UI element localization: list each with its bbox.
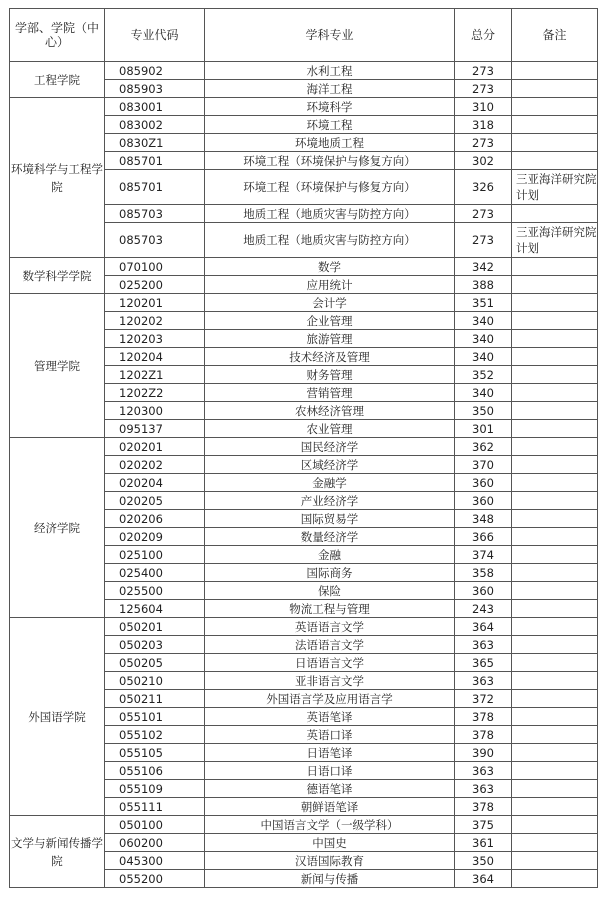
note-cell — [512, 510, 598, 528]
table-row — [10, 98, 598, 116]
code-cell: 055109 — [105, 780, 205, 798]
note-cell — [512, 672, 598, 690]
code-cell: 050210 — [105, 672, 205, 690]
header-code: 专业代码 — [105, 9, 205, 62]
note-cell — [512, 834, 598, 852]
major-cell: 国际贸易学 — [205, 510, 455, 528]
major-cell: 亚非语言文学 — [205, 672, 455, 690]
score-cell: 365 — [455, 654, 512, 672]
major-cell: 日语语言文学 — [205, 654, 455, 672]
major-cell: 产业经济学 — [205, 492, 455, 510]
note-cell — [512, 420, 598, 438]
dept-cell: 管理学院 — [10, 294, 105, 438]
major-cell: 企业管理 — [205, 312, 455, 330]
note-cell — [512, 546, 598, 564]
code-cell: 025500 — [105, 582, 205, 600]
note-cell — [512, 348, 598, 366]
note-cell — [512, 816, 598, 834]
note-cell — [512, 134, 598, 152]
table-body — [10, 62, 598, 888]
major-cell: 金融学 — [205, 474, 455, 492]
note-cell — [512, 294, 598, 312]
major-cell: 保险 — [205, 582, 455, 600]
code-cell: 120203 — [105, 330, 205, 348]
major-cell: 法语语言文学 — [205, 636, 455, 654]
score-cell: 360 — [455, 474, 512, 492]
dept-cell: 环境科学与工程学院 — [10, 98, 105, 258]
code-cell: 095137 — [105, 420, 205, 438]
code-cell: 055111 — [105, 798, 205, 816]
score-cell: 358 — [455, 564, 512, 582]
note-cell — [512, 152, 598, 170]
major-cell: 环境工程 — [205, 116, 455, 134]
major-cell: 海洋工程 — [205, 80, 455, 98]
code-cell: 085903 — [105, 80, 205, 98]
score-cell: 273 — [455, 62, 512, 80]
score-cell: 363 — [455, 636, 512, 654]
note-cell — [512, 852, 598, 870]
code-cell: 055106 — [105, 762, 205, 780]
score-cell: 364 — [455, 870, 512, 888]
code-cell: 025200 — [105, 276, 205, 294]
note-cell — [512, 744, 598, 762]
note-cell — [512, 582, 598, 600]
code-cell: 085701 — [105, 170, 205, 205]
major-cell: 英语笔译 — [205, 708, 455, 726]
code-cell: 085703 — [105, 205, 205, 223]
major-cell: 环境工程（环境保护与修复方向） — [205, 152, 455, 170]
note-cell — [512, 654, 598, 672]
note-cell — [512, 474, 598, 492]
major-cell: 应用统计 — [205, 276, 455, 294]
score-cell: 374 — [455, 546, 512, 564]
note-cell — [512, 80, 598, 98]
code-cell: 055101 — [105, 708, 205, 726]
table-row — [10, 816, 598, 834]
score-cell: 360 — [455, 492, 512, 510]
major-cell: 区域经济学 — [205, 456, 455, 474]
dept-cell: 工程学院 — [10, 62, 105, 98]
score-cell: 362 — [455, 438, 512, 456]
code-cell: 085902 — [105, 62, 205, 80]
major-cell: 环境地质工程 — [205, 134, 455, 152]
major-cell: 数学 — [205, 258, 455, 276]
note-cell — [512, 726, 598, 744]
note-cell — [512, 98, 598, 116]
note-cell: 三亚海洋研究院计划 — [512, 223, 598, 258]
note-cell — [512, 708, 598, 726]
note-cell — [512, 312, 598, 330]
score-cell: 388 — [455, 276, 512, 294]
score-cell: 370 — [455, 456, 512, 474]
note-cell — [512, 798, 598, 816]
note-cell — [512, 780, 598, 798]
major-cell: 金融 — [205, 546, 455, 564]
score-cell: 340 — [455, 330, 512, 348]
note-cell: 三亚海洋研究院计划 — [512, 170, 598, 205]
major-cell: 旅游管理 — [205, 330, 455, 348]
table-row — [10, 294, 598, 312]
major-cell: 德语笔译 — [205, 780, 455, 798]
score-cell: 360 — [455, 582, 512, 600]
score-cell: 273 — [455, 205, 512, 223]
table-row — [10, 438, 598, 456]
code-cell: 120300 — [105, 402, 205, 420]
code-cell: 1202Z1 — [105, 366, 205, 384]
note-cell — [512, 62, 598, 80]
score-table-container — [9, 8, 598, 888]
note-cell — [512, 330, 598, 348]
score-cell: 243 — [455, 600, 512, 618]
score-cell: 318 — [455, 116, 512, 134]
dept-cell: 数学科学学院 — [10, 258, 105, 294]
code-cell: 0830Z1 — [105, 134, 205, 152]
table-row — [10, 618, 598, 636]
header-dept: 学部、学院（中心） — [10, 9, 105, 62]
dept-cell: 经济学院 — [10, 438, 105, 618]
score-cell: 273 — [455, 80, 512, 98]
note-cell — [512, 690, 598, 708]
note-cell — [512, 528, 598, 546]
note-cell — [512, 276, 598, 294]
major-cell: 日语笔译 — [205, 744, 455, 762]
major-cell: 外国语言学及应用语言学 — [205, 690, 455, 708]
note-cell — [512, 438, 598, 456]
dept-cell: 外国语学院 — [10, 618, 105, 816]
score-cell: 366 — [455, 528, 512, 546]
code-cell: 120202 — [105, 312, 205, 330]
code-cell: 025400 — [105, 564, 205, 582]
code-cell: 055102 — [105, 726, 205, 744]
code-cell: 050205 — [105, 654, 205, 672]
code-cell: 050100 — [105, 816, 205, 834]
major-cell: 地质工程（地质灾害与防控方向） — [205, 205, 455, 223]
score-cell: 302 — [455, 152, 512, 170]
score-cell: 350 — [455, 402, 512, 420]
major-cell: 物流工程与管理 — [205, 600, 455, 618]
score-cell: 364 — [455, 618, 512, 636]
major-cell: 技术经济及管理 — [205, 348, 455, 366]
score-cell: 340 — [455, 384, 512, 402]
score-cell: 273 — [455, 223, 512, 258]
score-cell: 363 — [455, 672, 512, 690]
major-cell: 水利工程 — [205, 62, 455, 80]
score-cell: 351 — [455, 294, 512, 312]
note-cell — [512, 870, 598, 888]
major-cell: 农业管理 — [205, 420, 455, 438]
note-cell — [512, 492, 598, 510]
major-cell: 国际商务 — [205, 564, 455, 582]
score-cell: 301 — [455, 420, 512, 438]
score-cell: 361 — [455, 834, 512, 852]
score-cell: 342 — [455, 258, 512, 276]
code-cell: 1202Z2 — [105, 384, 205, 402]
major-cell: 数量经济学 — [205, 528, 455, 546]
code-cell: 050201 — [105, 618, 205, 636]
note-cell — [512, 762, 598, 780]
major-cell: 英语口译 — [205, 726, 455, 744]
score-cell: 378 — [455, 798, 512, 816]
note-cell — [512, 366, 598, 384]
major-cell: 环境科学 — [205, 98, 455, 116]
code-cell: 070100 — [105, 258, 205, 276]
code-cell: 083001 — [105, 98, 205, 116]
header-row — [10, 9, 598, 62]
code-cell: 120201 — [105, 294, 205, 312]
code-cell: 020205 — [105, 492, 205, 510]
score-cell: 340 — [455, 312, 512, 330]
score-cell: 390 — [455, 744, 512, 762]
major-cell: 营销管理 — [205, 384, 455, 402]
score-cell: 310 — [455, 98, 512, 116]
score-cell: 363 — [455, 762, 512, 780]
note-cell — [512, 384, 598, 402]
table-row — [10, 258, 598, 276]
code-cell: 060200 — [105, 834, 205, 852]
score-cell: 273 — [455, 134, 512, 152]
major-cell: 地质工程（地质灾害与防控方向） — [205, 223, 455, 258]
score-cell: 375 — [455, 816, 512, 834]
note-cell — [512, 456, 598, 474]
score-cell: 378 — [455, 726, 512, 744]
major-cell: 国民经济学 — [205, 438, 455, 456]
note-cell — [512, 258, 598, 276]
score-cell: 326 — [455, 170, 512, 205]
major-cell: 英语语言文学 — [205, 618, 455, 636]
major-cell: 中国史 — [205, 834, 455, 852]
note-cell — [512, 618, 598, 636]
code-cell: 020204 — [105, 474, 205, 492]
code-cell: 045300 — [105, 852, 205, 870]
major-cell: 新闻与传播 — [205, 870, 455, 888]
score-cell: 372 — [455, 690, 512, 708]
score-table — [9, 8, 598, 888]
major-cell: 汉语国际教育 — [205, 852, 455, 870]
major-cell: 中国语言文学（一级学科） — [205, 816, 455, 834]
major-cell: 环境工程（环境保护与修复方向） — [205, 170, 455, 205]
note-cell — [512, 600, 598, 618]
code-cell: 020201 — [105, 438, 205, 456]
major-cell: 日语口译 — [205, 762, 455, 780]
header-major: 学科专业 — [205, 9, 455, 62]
score-cell: 378 — [455, 708, 512, 726]
code-cell: 120204 — [105, 348, 205, 366]
code-cell: 125604 — [105, 600, 205, 618]
code-cell: 020206 — [105, 510, 205, 528]
code-cell: 050211 — [105, 690, 205, 708]
note-cell — [512, 636, 598, 654]
table-row — [10, 62, 598, 80]
note-cell — [512, 116, 598, 134]
major-cell: 朝鲜语笔译 — [205, 798, 455, 816]
header-score: 总分 — [455, 9, 512, 62]
code-cell: 085701 — [105, 152, 205, 170]
dept-cell: 文学与新闻传播学院 — [10, 816, 105, 888]
code-cell: 085703 — [105, 223, 205, 258]
code-cell: 020209 — [105, 528, 205, 546]
code-cell: 055200 — [105, 870, 205, 888]
score-cell: 350 — [455, 852, 512, 870]
score-cell: 340 — [455, 348, 512, 366]
code-cell: 025100 — [105, 546, 205, 564]
note-cell — [512, 402, 598, 420]
code-cell: 050203 — [105, 636, 205, 654]
code-cell: 055105 — [105, 744, 205, 762]
code-cell: 083002 — [105, 116, 205, 134]
code-cell: 020202 — [105, 456, 205, 474]
note-cell — [512, 564, 598, 582]
header-note: 备注 — [512, 9, 598, 62]
score-cell: 348 — [455, 510, 512, 528]
score-cell: 352 — [455, 366, 512, 384]
major-cell: 农林经济管理 — [205, 402, 455, 420]
major-cell: 会计学 — [205, 294, 455, 312]
note-cell — [512, 205, 598, 223]
major-cell: 财务管理 — [205, 366, 455, 384]
score-cell: 363 — [455, 780, 512, 798]
